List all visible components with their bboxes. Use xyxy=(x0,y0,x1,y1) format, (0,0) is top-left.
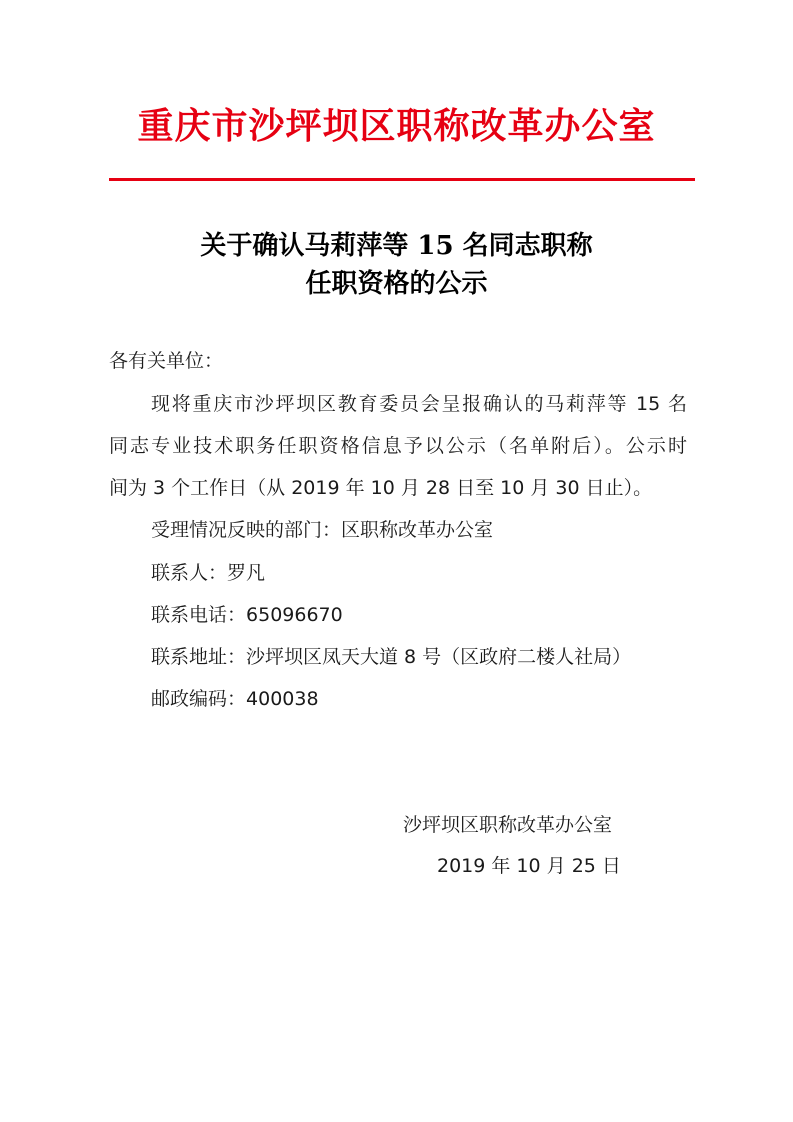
notice-title-line-1: 关于确认马莉萍等 15 名同志职称 xyxy=(200,231,593,261)
signature-org: 沙坪坝区职称改革办公室 xyxy=(403,814,613,836)
contact-address-value: 沙坪坝区凤天大道 8 号（区政府二楼人社局） xyxy=(246,646,632,668)
contact-person xyxy=(151,561,265,585)
contact-address xyxy=(151,645,631,669)
contact-phone xyxy=(151,603,343,627)
contact-address-label: 联系地址： xyxy=(151,646,247,668)
paragraph-line-1: 现将重庆市沙坪坝区教育委员会呈报确认的马莉萍等 15 名 xyxy=(151,393,687,415)
contact-postcode xyxy=(151,687,319,711)
contact-person-label: 联系人： xyxy=(151,562,228,584)
contact-phone-label: 联系电话： xyxy=(151,604,247,626)
contact-postcode-label: 邮政编码： xyxy=(151,688,247,710)
paragraph-line-3: 间为 3 个工作日（从 2019 年 10 月 28 日至 10 月 30 日止）。 xyxy=(109,477,653,499)
contact-phone-value: 65096670 xyxy=(246,604,343,626)
contact-postcode-value: 400038 xyxy=(246,688,319,710)
contact-person-value: 罗凡 xyxy=(227,562,266,584)
contact-department xyxy=(151,518,493,542)
paragraph-line-2: 同志专业技术职务任职资格信息予以公示（名单附后）。公示时 xyxy=(109,435,687,457)
salutation: 各有关单位： xyxy=(109,350,224,372)
contact-department-label: 受理情况反映的部门： xyxy=(151,519,342,541)
org-header-title: 重庆市沙坪坝区职称改革办公室 xyxy=(137,105,656,147)
notice-title-line-2: 任职资格的公示 xyxy=(305,269,488,299)
contact-department-value: 区职称改革办公室 xyxy=(341,519,494,541)
signature-date: 2019 年 10 月 25 日 xyxy=(437,855,621,877)
header-red-rule xyxy=(109,178,695,181)
